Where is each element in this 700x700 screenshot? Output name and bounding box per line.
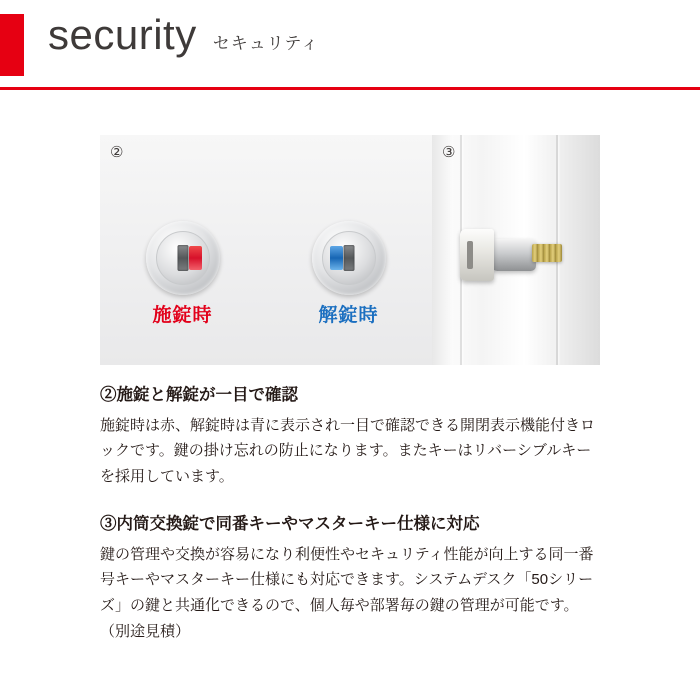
page-header	[0, 0, 700, 90]
photo-locked-state	[100, 135, 265, 365]
photo-strip	[100, 135, 600, 365]
key-slot	[343, 245, 354, 271]
photo-cylinder-exchange	[432, 135, 600, 365]
header-accent-bar	[0, 14, 24, 76]
key-head	[460, 229, 494, 281]
header-text-group	[48, 12, 319, 58]
key-cylinder-icon	[454, 227, 570, 285]
section-body: 鍵の管理や交換が容易になり利便性やセキュリティ性能が向上する同一番号キーやマスターキー仕様にも対応できます。システムデスク「50シリーズ」の鍵と共通化できるので、個人毎や部署毎の鍵の管理が可能です。（別途見積）	[100, 545, 594, 640]
description-area	[100, 383, 600, 645]
lock-indicator-blue	[330, 246, 343, 270]
page-subtitle: セキュリティ	[212, 34, 320, 53]
photo-caption-unlocked: 解錠時	[318, 305, 379, 326]
lock-cylinder-icon	[146, 221, 220, 295]
section-lock-indicator	[100, 383, 600, 490]
page-title: security	[48, 11, 197, 58]
photo-unlocked-state	[265, 135, 432, 365]
key-blade	[532, 244, 562, 262]
photo-number-3: ③	[442, 144, 456, 161]
section-cylinder-exchange	[100, 512, 600, 645]
lock-cylinder-icon	[312, 221, 386, 295]
photo-number-2: ②	[110, 144, 124, 161]
key-barrel	[492, 239, 536, 271]
section-heading: ②施錠と解錠が一目で確認	[100, 386, 298, 404]
key-slot	[177, 245, 188, 271]
section-heading: ③内筒交換錠で同番キーやマスターキー仕様に対応	[100, 514, 480, 533]
lock-cylinder-inner	[322, 231, 376, 285]
lock-indicator-red	[189, 246, 202, 270]
photo-caption-locked: 施錠時	[152, 305, 213, 326]
lock-cylinder-inner	[156, 231, 210, 285]
section-body: 施錠時は赤、解錠時は青に表示され一目で確認できる開閉表示機能付きロックです。鍵の掛け忘れの防止になります。またキーはリバーシブルキーを採用しています。	[100, 416, 596, 486]
